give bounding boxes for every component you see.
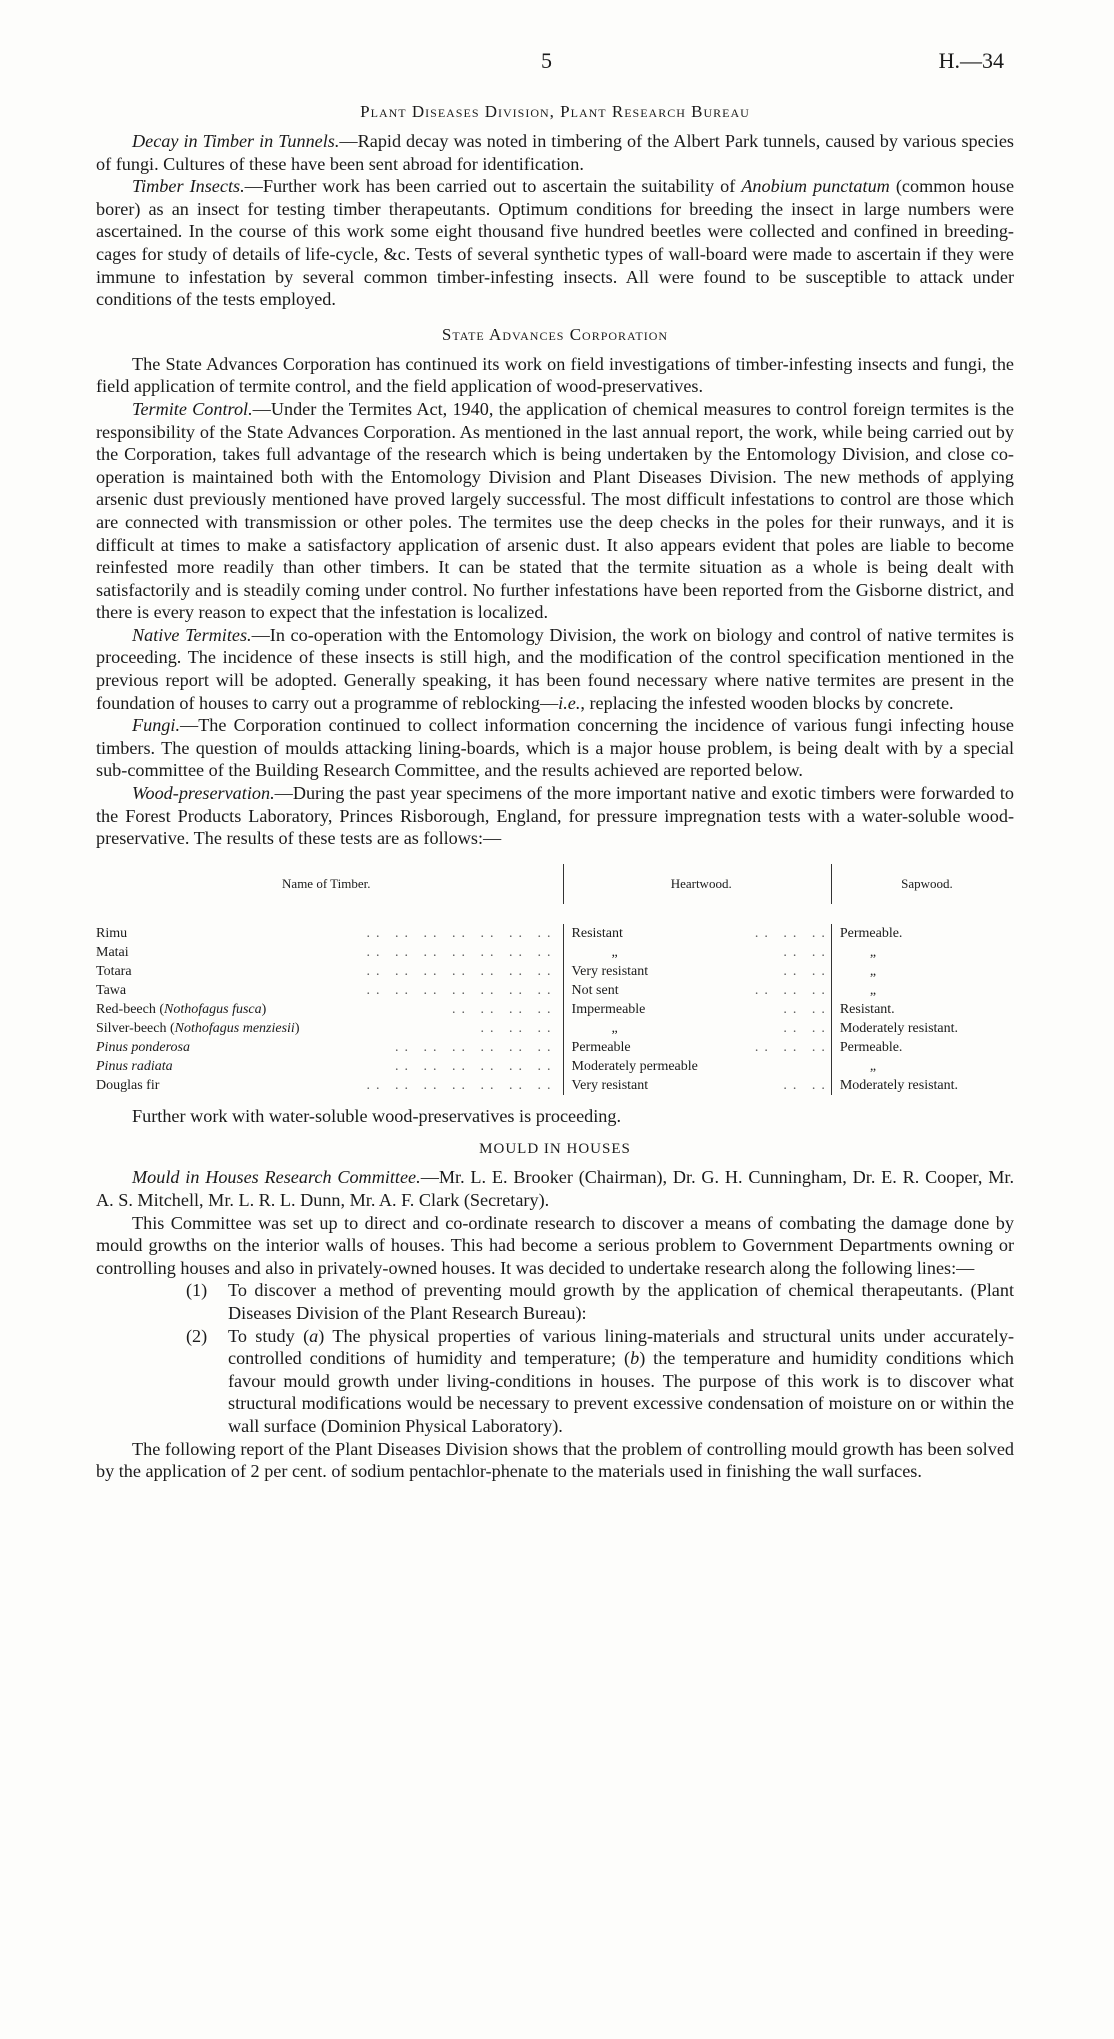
section-heading-state-advances: State Advances Corporation: [441, 324, 669, 344]
research-lines-list: [186, 1279, 1014, 1437]
table-row: Totara .. .. .. .. .. .. .. Very resistant .. .. „: [96, 962, 1014, 981]
column-header-sapwood: Sapwood.: [831, 864, 1014, 904]
column-header-timber: Name of Timber.: [282, 876, 371, 892]
paragraph-lead: Mould in Houses Research Committee.: [132, 1167, 421, 1188]
table-header: [96, 864, 1014, 904]
paragraph-lead: Fungi.: [132, 715, 180, 736]
page-header: [96, 48, 1014, 88]
list-item: (1) To discover a method of preventing mould growth by the application of chemical therapeutants. (Plant Diseases Division of the Plant Research Bureau):: [186, 1280, 1014, 1323]
paragraph-state-advances-intro: The State Advances Corporation has continued its work on field investigations of timber-infesting insects and fungi, the field application of termite control, and the field application of wood-preservatives.: [96, 353, 1014, 397]
paragraph-lead: Wood-preservation.: [132, 783, 275, 804]
paragraph-further-work: Further work with water-soluble wood-preservatives is proceeding.: [132, 1105, 622, 1126]
table-row: Silver-beech (Nothofagus menziesii) .. .. .. „ .. .. Moderately resistant.: [96, 1019, 1014, 1038]
table-row: Pinus radiata .. .. .. .. .. .. Moderately permeable „: [96, 1057, 1014, 1076]
table-body: [96, 904, 1014, 1095]
paragraph-committee-members: Mould in Houses Research Committee.—Mr. L. E. Brooker (Chairman), Dr. G. H. Cunningham, Dr. E. R. Cooper, Mr. A. S. Mitchell, Mr. L. R. L. Dunn, Mr. A. F. Clark (Secretary).: [96, 1167, 1014, 1210]
table-row: Rimu .. .. .. .. .. .. .. Resistant .. .. .. Permeable.: [96, 924, 1014, 943]
list-item: (2) To study (a) The physical properties of various lining-materials and structural units under accurately-controlled conditions of humidity and temperature; (b) the temperature and humidity conditions which favour mould growth under living-conditions in houses. The purpose of this work is to discover what structural modifications would be necessary to prevent excessive condensation of moisture on or within the wall surface (Dominion Physical Laboratory).: [186, 1325, 1014, 1436]
paragraph-plant-diseases-report: The following report of the Plant Diseases Division shows that the problem of controlling mould growth has been solved by the application of 2 per cent. of sodium pentachlor-phenate to the materials used in finishing the wall surfaces.: [96, 1438, 1014, 1482]
paragraph-termite-control: Termite Control.—Under the Termites Act, 1940, the application of chemical measures to control foreign termites is the responsibility of the State Advances Corporation. As mentioned in the last annual report, the work, while being carried out by the Corporation, takes full advantage of the research which is being undertaken by the Entomology Division, and close co-operation is maintained both with the Entomology Division and Plant Diseases Division. The new methods of applying arsenic dust previously mentioned have proved largely successful. The most difficult infestations to control are those which are connected with transmission or other poles. The termites use the deep checks in the poles for their runways, and it is difficult at times to make a satisfactory application of arsenic dust. It also appears evident that poles are liable to become reinfested more readily than other timbers. It can be stated that the termite situation as a whole is being dealt with satisfactorily and is steadily coming under control. No further infestations have been reported from the Gisborne district, and there is every reason to expect that the infestation is localized.: [96, 398, 1014, 623]
paragraph-lead: Termite Control.: [132, 398, 253, 419]
table-row: Tawa .. .. .. .. .. .. .. Not sent .. .. .. „: [96, 981, 1014, 1000]
table-row: Pinus ponderosa .. .. .. .. .. .. Permeable .. .. .. Permeable.: [96, 1038, 1014, 1057]
timber-test-table: [96, 864, 1014, 1095]
document-reference: H.—34: [938, 48, 1004, 73]
table-row: Douglas fir .. .. .. .. .. .. .. Very resistant .. .. Moderately resistant.: [96, 1076, 1014, 1095]
paragraph-committee-purpose: This Committee was set up to direct and co-ordinate research to discover a means of combating the damage done by mould growths on the interior walls of houses. This had become a serious problem to Government Departments owning or controlling houses and also in privately-owned houses. It was decided to undertake research along the following lines:—: [96, 1212, 1014, 1278]
paragraph-decay-in-timber: Decay in Timber in Tunnels.—Rapid decay was noted in timbering of the Albert Park tunnels, caused by various species of fungi. Cultures of these have been sent abroad for identification.: [96, 131, 1014, 174]
species-name: Anobium punctatum: [741, 176, 890, 197]
column-header-heartwood: Heartwood.: [563, 864, 831, 904]
section-heading-plant-diseases: Plant Diseases Division, Plant Research Bureau: [360, 102, 750, 121]
table-row: Red-beech (Nothofagus fusca) .. .. .. .. Impermeable .. .. Resistant.: [96, 1000, 1014, 1019]
section-heading-mould-in-houses: MOULD IN HOUSES: [479, 1141, 631, 1158]
table-row: Matai .. .. .. .. .. .. .. „ .. .. „: [96, 943, 1014, 962]
paragraph-wood-preservation: Wood-preservation.—During the past year specimens of the more important native and exotic timbers were forwarded to the Forest Products Laboratory, Princes Risborough, England, for pressure impregnation tests with a water-soluble wood-preservative. The results of these tests are as follows:—: [96, 783, 1014, 849]
paragraph-fungi: Fungi.—The Corporation continued to collect information concerning the incidence of various fungi infecting house timbers. The question of moulds attacking lining-boards, which is a major house problem, is being dealt with by a special sub-committee of the Building Research Committee, and the results achieved are reported below.: [96, 715, 1014, 781]
paragraph-native-termites: Native Termites.—In co-operation with the Entomology Division, the work on biology and control of native termites is proceeding. The incidence of these insects is still high, and the modification of the control specification mentioned in the previous report will be adopted. Generally speaking, it has been found necessary where native termites are present in the foundation of houses to carry out a programme of reblocking—i.e., replacing the infested wooden blocks by concrete.: [96, 624, 1014, 713]
paragraph-lead: Decay in Timber in Tunnels.: [132, 131, 340, 151]
paragraph-lead: Native Termites.: [132, 624, 252, 645]
page-number: 5: [541, 48, 552, 73]
paragraph-lead: Timber Insects.: [132, 176, 245, 197]
paragraph-timber-insects: Timber Insects.—Further work has been carried out to ascertain the suitability of Anobium punctatum (common house borer) as an insect for testing timber therapeutants. Optimum conditions for breeding the insect in large numbers were ascertained. In the course of this work some eight thousand five hundred beetles were collected and confined in breeding-cages for study of details of life-cycle, &c. Tests of several synthetic types of wall-board were made to ascertain if they were immune to infestation by several common timber-infesting insects. All were found to be susceptible to attack under conditions of the tests employed.: [96, 176, 1015, 310]
